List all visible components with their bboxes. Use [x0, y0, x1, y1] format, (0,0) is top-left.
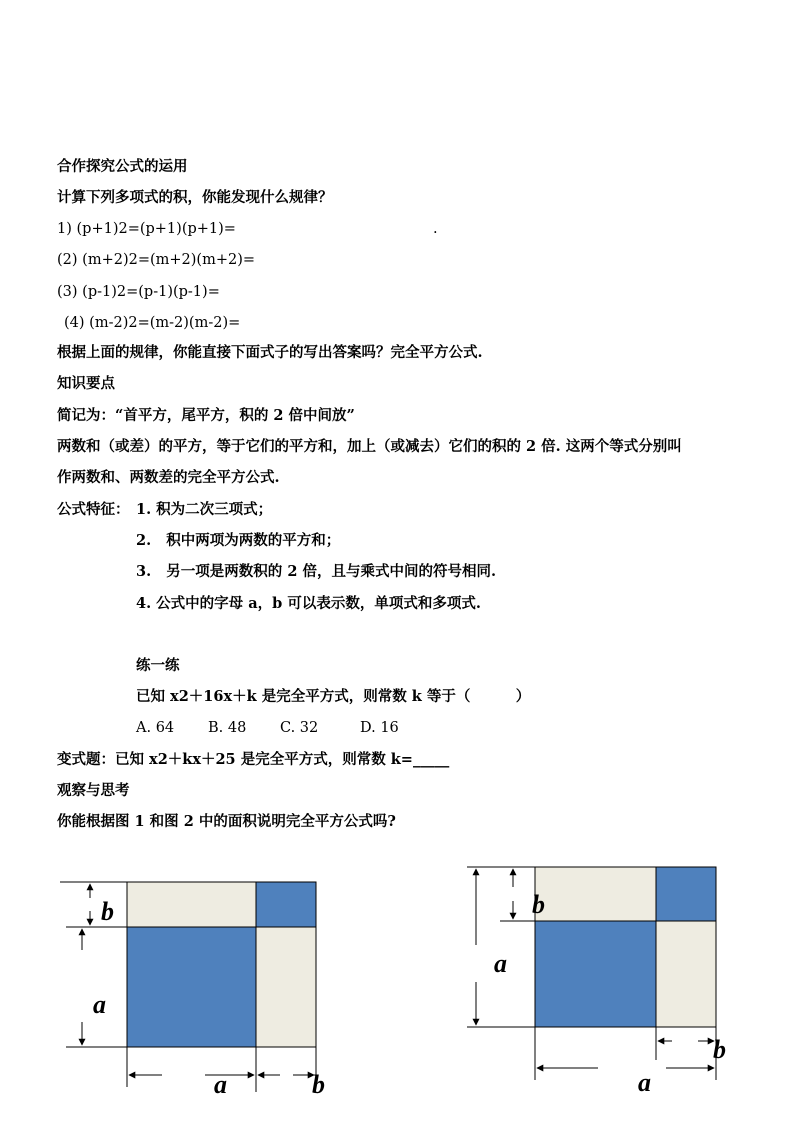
direct-write-text: 根据上面的规律，你能直接下面式子的写出答案吗？完全平方公式.	[57, 344, 483, 361]
fig2-label-a-left: a	[494, 949, 507, 978]
exercise-1-expr: (p+1)2=(p+1)(p+1)=	[76, 221, 236, 237]
observe-title: 观察与思考	[57, 782, 130, 799]
fig2-label-b-left: b	[532, 890, 545, 919]
fig1-label-a-left: a	[93, 990, 106, 1019]
practice-title: 练一练	[136, 657, 180, 674]
section-heading: 合作探究公式的运用	[57, 158, 188, 175]
definition-line-2: 作两数和、两数差的完全平方公式.	[57, 469, 280, 486]
exercise-4-prefix: (4)	[64, 315, 85, 331]
fig1-label-a-bottom: a	[214, 1070, 227, 1099]
mnemonic-text: 简记为：“首平方，尾平方，积的 2 倍中间放”	[57, 407, 355, 424]
feature-item-4: 4. 公式中的字母 a，b 可以表示数，单项式和多项式.	[136, 595, 481, 612]
choice-a: A. 64	[136, 720, 175, 736]
exercise-1-prefix: 1)	[57, 221, 72, 237]
fig2-label-a-bottom: a	[638, 1068, 651, 1097]
knowledge-title: 知识要点	[57, 375, 115, 392]
fig2-top-left-rect	[535, 867, 656, 921]
question-text: 计算下列多项式的积，你能发现什么规律？	[57, 189, 333, 206]
choice-c: C. 32	[280, 720, 319, 736]
exercise-2-prefix: (2)	[57, 252, 78, 268]
practice-question: 已知 x2＋16x＋k 是完全平方式，则常数 k 等于（ ）	[136, 688, 531, 705]
exercise-1-trail: .	[433, 221, 438, 237]
features-label: 公式特征：	[57, 501, 130, 518]
choice-d: D. 16	[360, 720, 399, 736]
feature-item-3: 3. 另一项是两数积的 2 倍，且与乘式中间的符号相同.	[136, 563, 497, 580]
exercise-4-expr: (m-2)2=(m-2)(m-2)=	[89, 315, 241, 331]
fig1-label-b-left: b	[101, 897, 114, 926]
fig2-label-b-right: b	[713, 1035, 726, 1064]
definition-line-1: 两数和（或差）的平方，等于它们的平方和，加上（或减去）它们的积的 2 倍. 这两个等式分别叫	[57, 438, 682, 455]
fig2-big-square	[535, 921, 656, 1027]
exercise-2-expr: (m+2)2=(m+2)(m+2)=	[82, 252, 255, 268]
fig2-top-right-square	[656, 867, 716, 921]
feature-item-2: 2. 积中两项为两数的平方和；	[136, 532, 341, 549]
fig1-label-b-bottom: b	[312, 1070, 325, 1099]
exercise-3-expr: (p-1)2=(p-1)(p-1)=	[82, 284, 220, 300]
choice-b: B. 48	[208, 720, 247, 736]
fig2-bottom-right-rect	[656, 921, 716, 1027]
feature-item-1: 1. 积为二次三项式；	[136, 501, 273, 518]
observe-question: 你能根据图 1 和图 2 中的面积说明完全平方公式吗?	[57, 813, 396, 830]
exercise-3-prefix: (3)	[57, 284, 78, 300]
variant-question: 变式题：已知 x2＋kx＋25 是完全平方式，则常数 k=_____	[57, 751, 450, 768]
